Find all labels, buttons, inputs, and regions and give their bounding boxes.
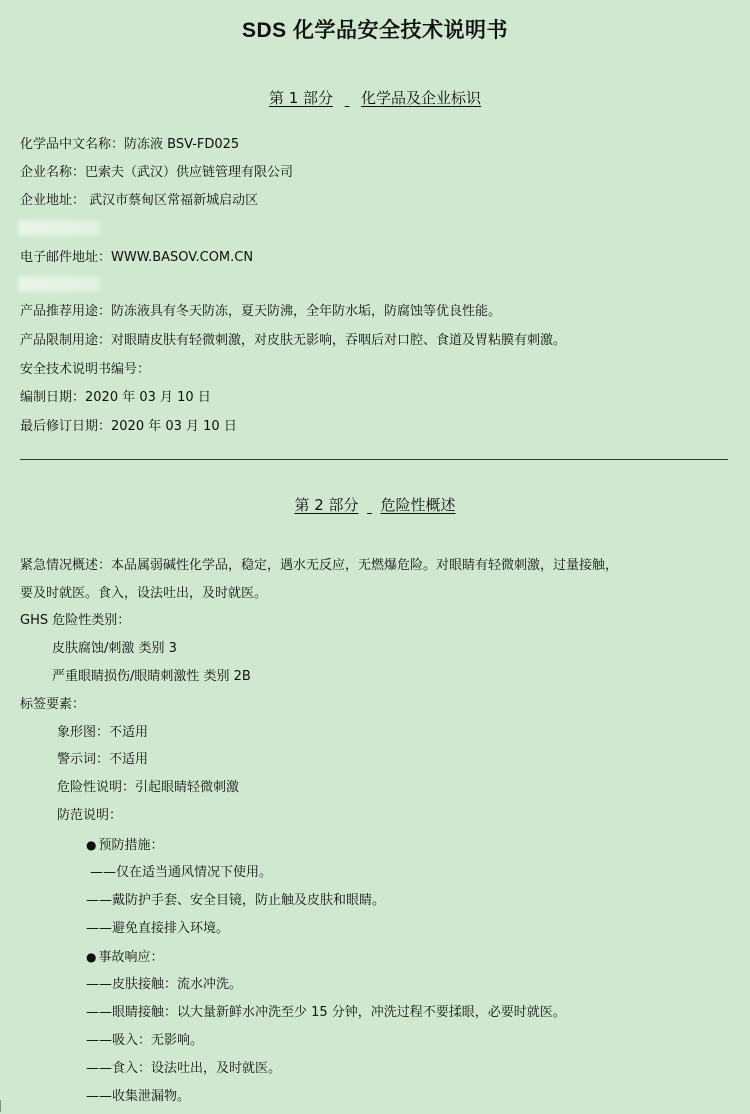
response-item: ——皮肤接触：流水冲洗。 [86,977,243,992]
response-item: ——吸入：无影响。 [86,1033,204,1048]
prevention-item: ——仅在适当通风情况下使用。 [90,865,273,880]
prevention-label: 预防措施： [98,838,164,853]
company-name-field: 企业名称：巴索夫（武汉）供应链管理有限公司 [20,165,294,180]
ghs-item: 严重眼睛损伤/眼睛刺激性 类别 2B [52,669,251,684]
hazard-statement-field: 危险性说明：引起眼睛轻微刺激 [57,780,240,795]
recommended-use-field: 产品推荐用途：防冻液具有冬天防冻，夏天防沸，全年防水垢，防腐蚀等优良性能。 [20,304,502,319]
part1-heading [0,87,750,108]
response-item: ——食入：设法吐出，及时就医。 [86,1061,282,1076]
bullet-icon: ● [86,950,97,964]
page-edge-marker [0,1100,7,1112]
signal-word-field: 警示词：不适用 [57,752,149,767]
section-divider [20,459,728,460]
label-elements-label: 标签要素： [20,697,86,712]
part1-number: 第 1 部分 [268,89,334,107]
precaution-label: 防范说明： [57,808,123,823]
document-title: SDS 化学品安全技术说明书 [241,19,508,42]
redacted-field [18,220,100,236]
sds-number-field: 安全技术说明书编号： [20,362,151,377]
ghs-item: 皮肤腐蚀/刺激 类别 3 [52,641,177,656]
email-field: 电子邮件地址：WWW.BASOV.COM.CN [20,250,254,265]
bullet-icon: ● [86,838,97,852]
compiled-date-field: 编制日期：2020 年 03 月 10 日 [20,390,211,405]
company-address-field: 企业地址： 武汉市蔡甸区常福新城启动区 [20,193,259,208]
restricted-use-field: 产品限制用途：对眼睛皮肤有轻微刺激，对皮肤无影响，吞咽后对口腔、食道及胃粘膜有刺激。 [20,333,567,348]
prevention-item: ——避免直接排入环境。 [86,921,230,936]
response-label: 事故响应： [98,950,164,965]
response-item: ——收集泄漏物。 [86,1089,191,1104]
prevention-heading [86,837,164,854]
response-heading [86,949,164,966]
part2-heading [0,494,750,515]
emergency-overview-line2: 要及时就医。食入，设法吐出，及时就医。 [20,586,268,601]
part2-number: 第 2 部分 [294,496,359,514]
response-item: ——眼睛接触：以大量新鲜水冲洗至少 15 分钟，冲洗过程不要揉眼，必要时就医。 [86,1005,566,1020]
part2-title: 危险性概述 [380,496,456,514]
revised-date-field: 最后修订日期：2020 年 03 月 10 日 [20,419,237,434]
prevention-item: ——戴防护手套、安全目镜，防止触及皮肤和眼睛。 [86,893,386,908]
emergency-overview-line1: 紧急情况概述：本品属弱碱性化学品，稳定，遇水无反应，无燃爆危险。对眼睛有轻微刺激，过量接触， [20,558,619,573]
redacted-field [18,276,100,292]
ghs-category-label: GHS 危险性类别： [20,613,131,628]
part1-title: 化学品及企业标识 [361,89,482,107]
chinese-name-field: 化学品中文名称：防冻液 BSV-FD025 [20,137,240,152]
pictogram-field: 象形图：不适用 [57,725,149,740]
